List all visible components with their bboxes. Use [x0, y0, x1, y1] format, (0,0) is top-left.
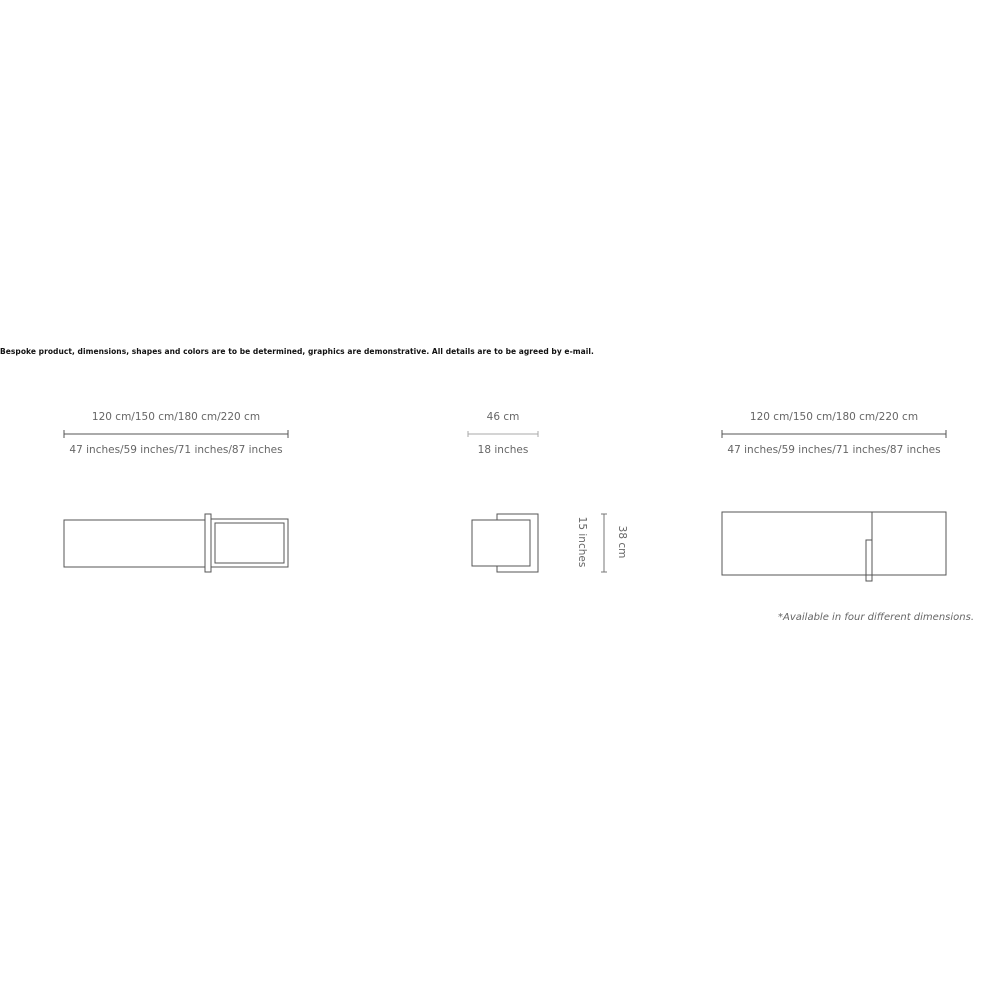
side-height-cm-label: 38 cm: [616, 525, 628, 559]
side-dimension-line: [468, 431, 538, 437]
side-bench-drawing: [472, 514, 538, 572]
side-width-cm-label: 46 cm: [486, 411, 520, 423]
side-height-dimension-line: [601, 514, 607, 572]
side-width-inches-label: 18 inches: [477, 444, 529, 456]
left-bench-drawing: [64, 514, 288, 572]
right-dimension-line: [722, 430, 946, 438]
left-dimension-line: [64, 430, 288, 438]
right-cm-label: 120 cm/150 cm/180 cm/220 cm: [749, 411, 919, 423]
left-inches-label: 47 inches/59 inches/71 inches/87 inches: [69, 444, 283, 456]
right-bench-drawing: [722, 512, 946, 581]
left-cm-label: 120 cm/150 cm/180 cm/220 cm: [91, 411, 261, 423]
side-height-inches-label: 15 inches: [576, 516, 588, 568]
disclaimer-text: Bespoke product, dimensions, shapes and colors are to be determined, graphics are demonstrative. All details are to be agreed by e-mail.: [0, 347, 594, 356]
right-inches-label: 47 inches/59 inches/71 inches/87 inches: [727, 444, 941, 456]
availability-note: *Available in four different dimensions.: [778, 612, 974, 623]
